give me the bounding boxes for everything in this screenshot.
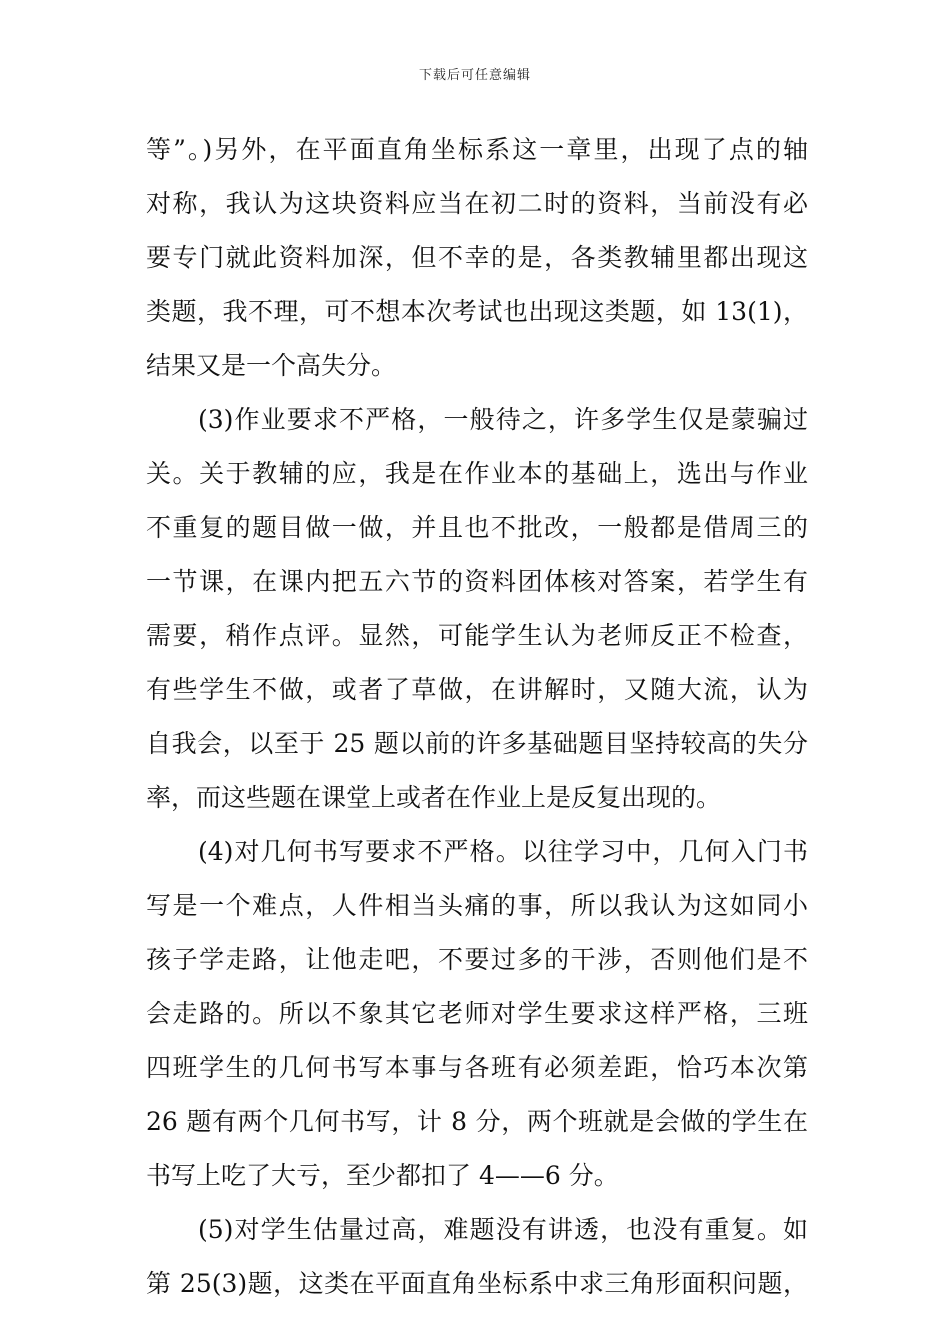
text-line: 对称，我认为这块资料应当在初二时的资料，当前没有必 [146,189,808,218]
text-line: 自我会，以至于 25 题以前的许多基础题目坚持较高的失分 [146,729,808,758]
text-line: 类题，我不理，可不想本次考试也出现这类题，如 13(1)， [146,297,808,326]
text-line: 四班学生的几何书写本事与各班有必须差距，恰巧本次第 [146,1053,808,1082]
text-line: (3)作业要求不严格，一般待之，许多学生仅是蒙骗过 [198,405,808,434]
text-line: 要专门就此资料加深，但不幸的是，各类教辅里都出现这 [146,243,808,272]
text-line: 第 25(3)题，这类在平面直角坐标系中求三角形面积问题， [146,1269,808,1298]
paragraph [146,128,808,398]
paragraph [146,398,808,830]
text-line: 有些学生不做，或者了草做，在讲解时，又随大流，认为 [146,675,808,704]
text-line: 孩子学走路，让他走吧，不要过多的干涉，否则他们是不 [146,945,808,974]
text-line: (4)对几何书写要求不严格。以往学习中，几何入门书 [198,837,808,866]
text-line: 26 题有两个几何书写，计 8 分，两个班就是会做的学生在 [146,1107,808,1136]
text-line: 关。关于教辅的应，我是在作业本的基础上，选出与作业 [146,459,808,488]
text-line: 写是一个难点，人件相当头痛的事，所以我认为这如同小 [146,891,808,920]
text-line: 会走路的。所以不象其它老师对学生要求这样严格，三班 [146,999,808,1028]
text-line: 书写上吃了大亏，至少都扣了 4——6 分。 [146,1161,619,1190]
text-line: 一节课，在课内把五六节的资料团体核对答案，若学生有 [146,567,808,596]
text-line: 等”。)另外，在平面直角坐标系这一章里，出现了点的轴 [146,135,808,164]
page-header: 下载后可任意编辑 [418,68,531,83]
text-line: 需要，稍作点评。显然，可能学生认为老师反正不检查， [146,621,808,650]
text-line: 结果又是一个高失分。 [146,351,397,380]
paragraph [146,1208,808,1316]
paragraph [146,830,808,1208]
text-line: 不重复的题目做一做，并且也不批改，一般都是借周三的 [146,513,808,542]
text-line: 率，而这些题在课堂上或者在作业上是反复出现的。 [146,783,722,812]
document-body [146,128,808,1316]
text-line: (5)对学生估量过高，难题没有讲透，也没有重复。如 [198,1215,808,1244]
